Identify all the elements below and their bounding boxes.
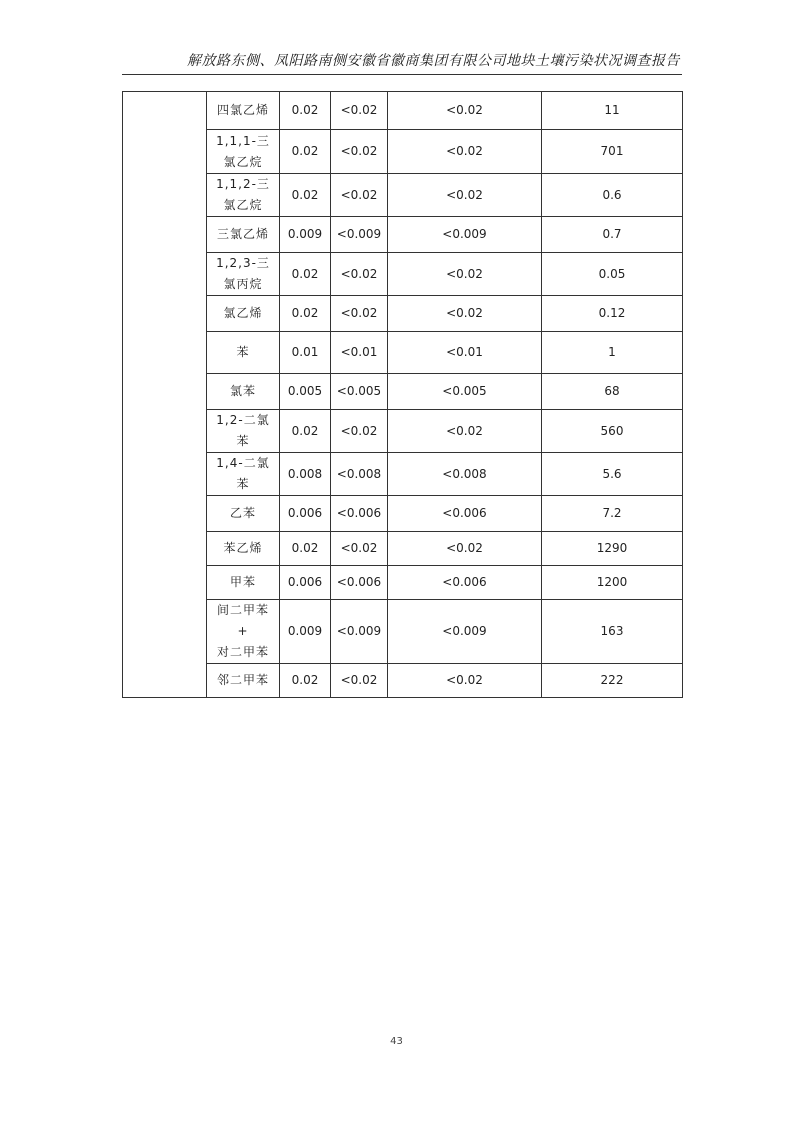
max-value-cell: <0.01 (388, 332, 542, 374)
category-blank-cell (123, 92, 207, 698)
screening-value-cell: 0.05 (542, 253, 683, 296)
pollutant-data-table (122, 91, 683, 698)
pollutant-name-cell: 1,1,2-三 氯乙烷 (207, 174, 280, 217)
detection-limit-cell: 0.01 (280, 332, 331, 374)
pollutant-name-cell: 四氯乙烯 (207, 92, 280, 130)
screening-value-cell: 701 (542, 130, 683, 174)
min-value-cell: <0.02 (331, 130, 388, 174)
table-row (123, 410, 683, 453)
min-value-cell: <0.009 (331, 217, 388, 253)
table-row (123, 453, 683, 496)
screening-value-cell: 1 (542, 332, 683, 374)
detection-limit-cell: 0.02 (280, 664, 331, 698)
max-value-cell: <0.02 (388, 532, 542, 566)
screening-value-cell: 1290 (542, 532, 683, 566)
max-value-cell: <0.02 (388, 92, 542, 130)
table-row (123, 374, 683, 410)
detection-limit-cell: 0.02 (280, 253, 331, 296)
max-value-cell: <0.009 (388, 217, 542, 253)
table-row (123, 332, 683, 374)
pollutant-name-cell: 1,2,3-三 氯丙烷 (207, 253, 280, 296)
min-value-cell: <0.01 (331, 332, 388, 374)
max-value-cell: <0.02 (388, 253, 542, 296)
min-value-cell: <0.009 (331, 600, 388, 664)
detection-limit-cell: 0.005 (280, 374, 331, 410)
detection-limit-cell: 0.006 (280, 566, 331, 600)
pollutant-name-cell: 邻二甲苯 (207, 664, 280, 698)
table-row (123, 496, 683, 532)
max-value-cell: <0.02 (388, 664, 542, 698)
table-row (123, 174, 683, 217)
pollutant-name-cell: 氯苯 (207, 374, 280, 410)
pollutant-name-cell: 氯乙烯 (207, 296, 280, 332)
min-value-cell: <0.006 (331, 496, 388, 532)
max-value-cell: <0.02 (388, 296, 542, 332)
screening-value-cell: 5.6 (542, 453, 683, 496)
min-value-cell: <0.02 (331, 296, 388, 332)
table-row (123, 664, 683, 698)
screening-value-cell: 0.7 (542, 217, 683, 253)
max-value-cell: <0.006 (388, 566, 542, 600)
pollutant-name-cell: 1,1,1-三 氯乙烷 (207, 130, 280, 174)
detection-limit-cell: 0.008 (280, 453, 331, 496)
table-row (123, 600, 683, 664)
detection-limit-cell: 0.009 (280, 217, 331, 253)
pollutant-name-cell: 苯乙烯 (207, 532, 280, 566)
max-value-cell: <0.02 (388, 130, 542, 174)
detection-limit-cell: 0.02 (280, 410, 331, 453)
report-header-title: 解放路东侧、凤阳路南侧安徽省徽商集团有限公司地块土壤污染状况调查报告 (187, 53, 680, 69)
table-row (123, 296, 683, 332)
min-value-cell: <0.02 (331, 532, 388, 566)
table-row (123, 566, 683, 600)
pollutant-name-cell: 乙苯 (207, 496, 280, 532)
detection-limit-cell: 0.02 (280, 92, 331, 130)
screening-value-cell: 1200 (542, 566, 683, 600)
table-row (123, 130, 683, 174)
screening-value-cell: 0.6 (542, 174, 683, 217)
max-value-cell: <0.006 (388, 496, 542, 532)
table-body (123, 92, 683, 698)
screening-value-cell: 163 (542, 600, 683, 664)
min-value-cell: <0.006 (331, 566, 388, 600)
screening-value-cell: 0.12 (542, 296, 683, 332)
pollutant-name-cell: 甲苯 (207, 566, 280, 600)
max-value-cell: <0.008 (388, 453, 542, 496)
detection-limit-cell: 0.02 (280, 130, 331, 174)
detection-limit-cell: 0.02 (280, 532, 331, 566)
header-divider (122, 74, 682, 75)
max-value-cell: <0.005 (388, 374, 542, 410)
min-value-cell: <0.02 (331, 253, 388, 296)
min-value-cell: <0.005 (331, 374, 388, 410)
pollutant-name-cell: 苯 (207, 332, 280, 374)
table-row (123, 253, 683, 296)
detection-limit-cell: 0.009 (280, 600, 331, 664)
pollutant-name-cell: 1,2-二氯 苯 (207, 410, 280, 453)
max-value-cell: <0.02 (388, 174, 542, 217)
screening-value-cell: 560 (542, 410, 683, 453)
max-value-cell: <0.009 (388, 600, 542, 664)
table-row (123, 92, 683, 130)
pollutant-name-cell: 间二甲苯 + 对二甲苯 (207, 600, 280, 664)
pollutant-name-cell: 三氯乙烯 (207, 217, 280, 253)
detection-limit-cell: 0.02 (280, 174, 331, 217)
screening-value-cell: 11 (542, 92, 683, 130)
screening-value-cell: 68 (542, 374, 683, 410)
min-value-cell: <0.02 (331, 92, 388, 130)
detection-limit-cell: 0.006 (280, 496, 331, 532)
table-row (123, 217, 683, 253)
pollutant-name-cell: 1,4-二氯 苯 (207, 453, 280, 496)
screening-value-cell: 222 (542, 664, 683, 698)
min-value-cell: <0.02 (331, 174, 388, 217)
min-value-cell: <0.02 (331, 664, 388, 698)
page-number: 43 (390, 1036, 403, 1047)
min-value-cell: <0.008 (331, 453, 388, 496)
min-value-cell: <0.02 (331, 410, 388, 453)
table-row (123, 532, 683, 566)
max-value-cell: <0.02 (388, 410, 542, 453)
detection-limit-cell: 0.02 (280, 296, 331, 332)
screening-value-cell: 7.2 (542, 496, 683, 532)
